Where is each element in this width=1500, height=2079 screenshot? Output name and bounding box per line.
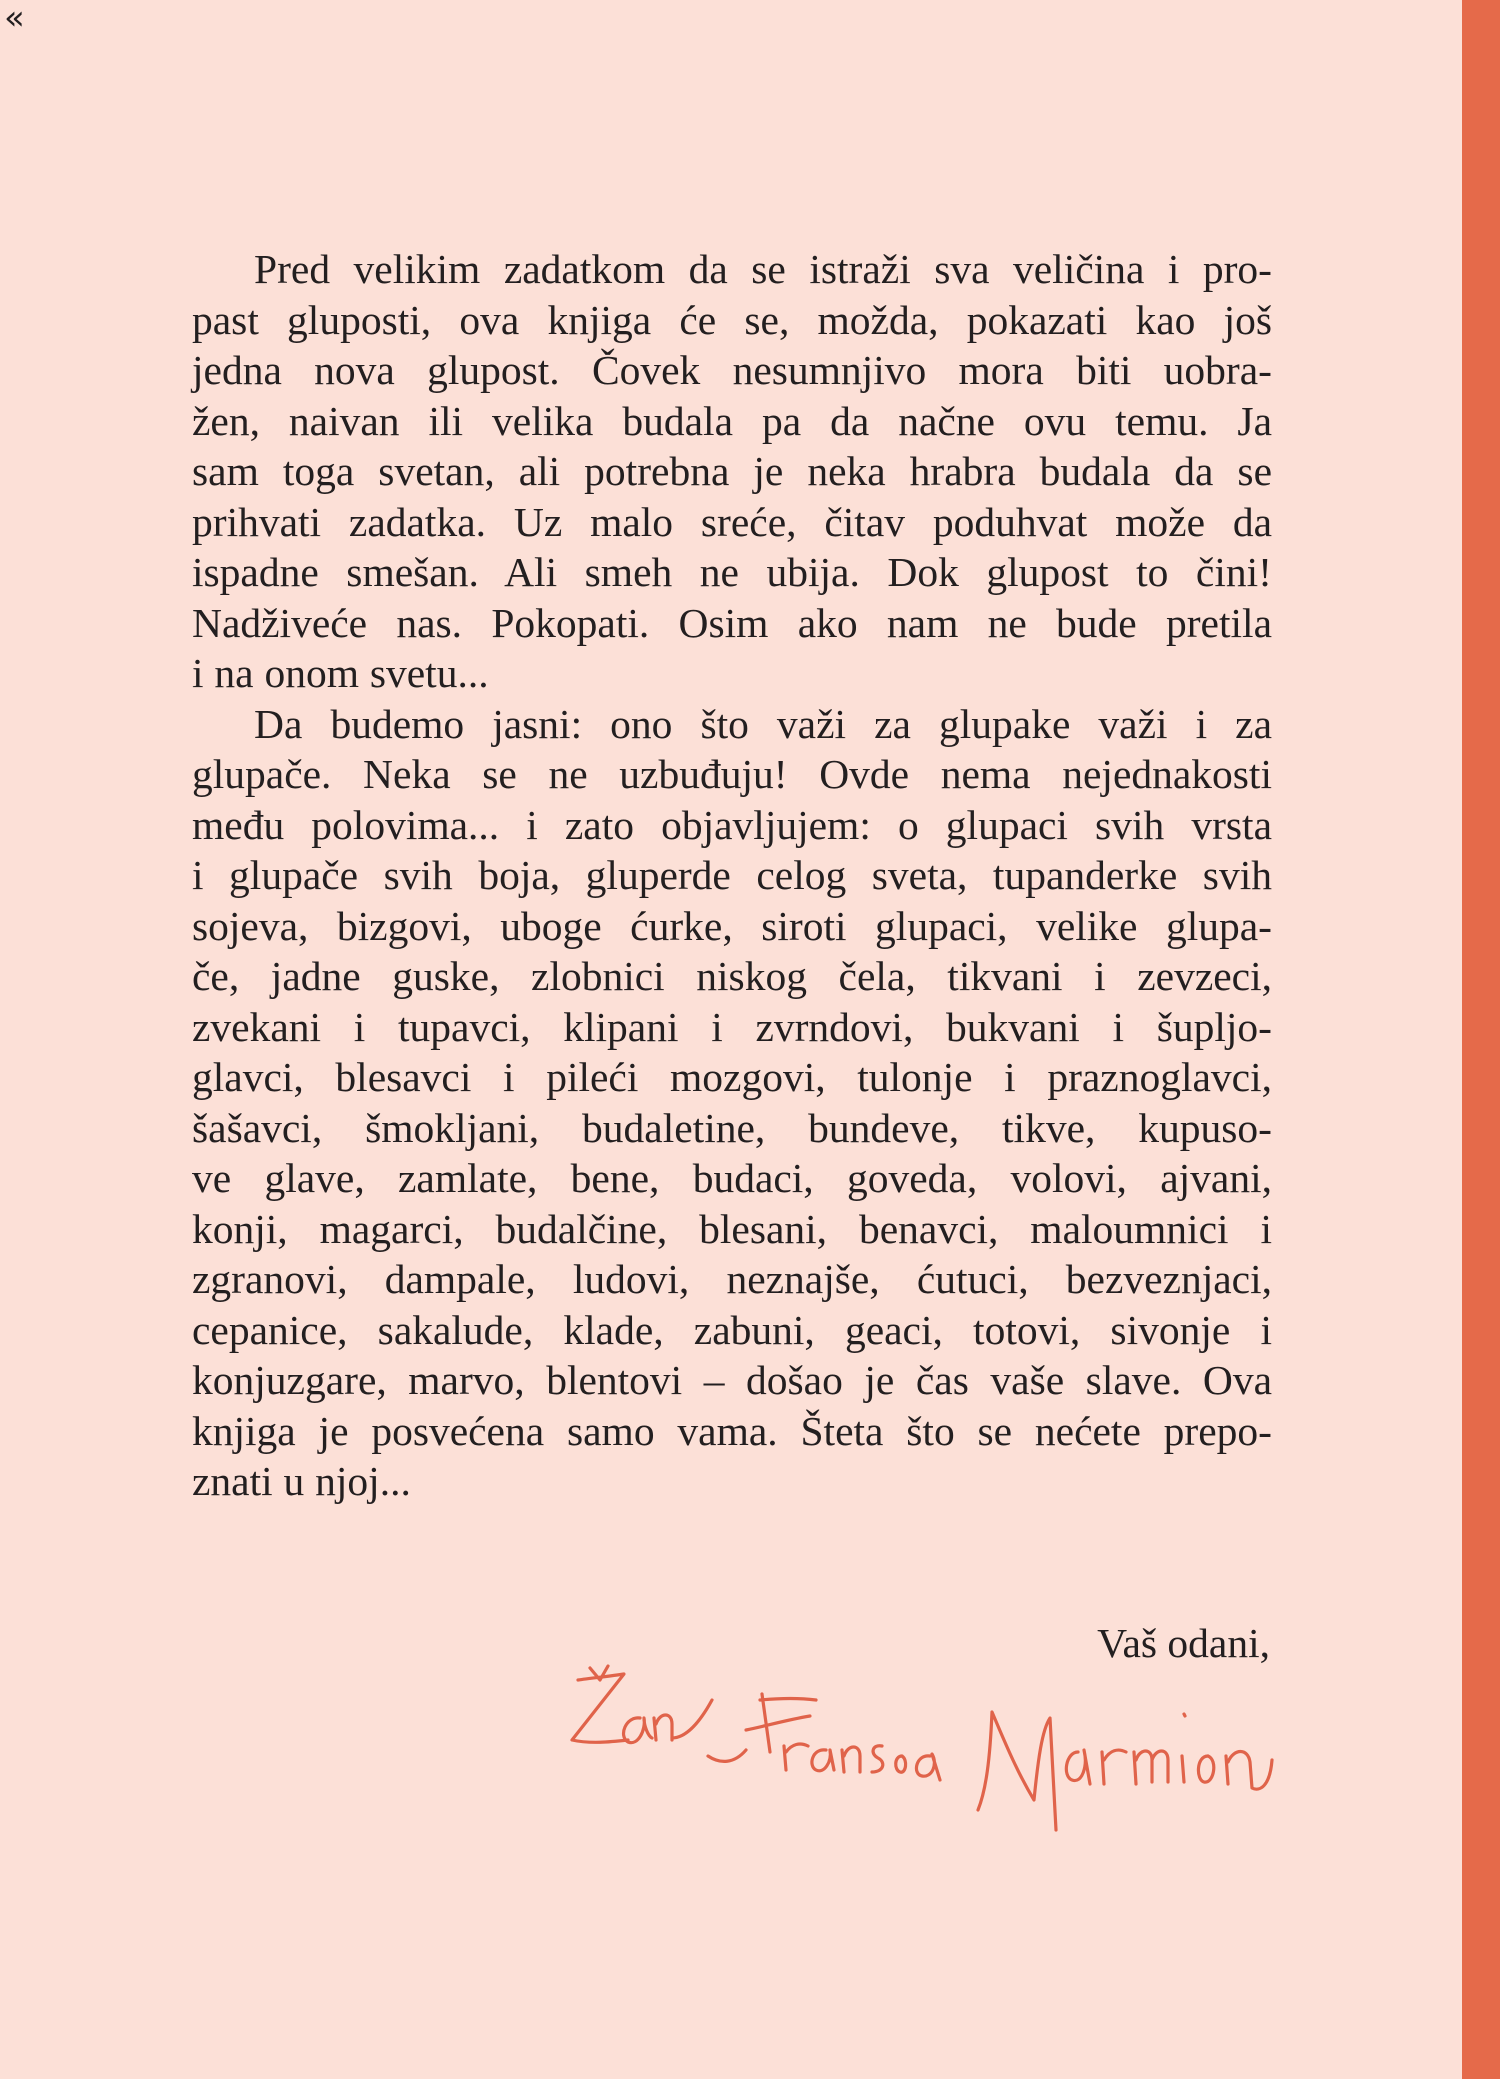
text-line: sojeva, bizgovi, uboge ćurke, siroti glupaci, velike glupa- [192,902,1272,949]
accent-side-bar [1462,0,1500,2079]
text-line: glavci, blesavci i pileći mozgovi, tulonje i praznoglavci, [192,1054,1272,1100]
text-line: ve glave, zamlate, bene, budaci, goveda, volovi, ajvani, [192,1155,1272,1201]
text-line: če, jadne guske, zlobnici niskog čela, tikvani i zevzeci, [192,953,1272,999]
text-line: šašavci, šmokljani, budaletine, bundeve, tikve, kupuso- [192,1104,1272,1151]
paragraph-2 [192,699,1272,1507]
signature-drawing-icon [560,1660,1320,1820]
text-line: knjiga je posvećena samo vama. Šteta što se nećete prepo- [192,1407,1272,1454]
text-line: ispadne smešan. Ali smeh ne ubija. Dok glupost to čini! [192,549,1272,595]
text-line: Da budemo jasni: ono što važi za glupake važi i za [254,700,1272,747]
text-line: jedna nova glupost. Čovek nesumnjivo mora biti uobra- [192,347,1272,393]
text-line: sam toga svetan, ali potrebna je neka hrabra budala da se [192,448,1272,494]
text-line: Pred velikim zadatkom da se istraži sva veličina i pro- [254,246,1272,292]
text-line: i glupače svih boja, gluperde celog sveta, tupanderke svih [192,852,1272,898]
text-line: glupače. Neka se ne uzbuđuju! Ovde nema nejednakosti [192,751,1272,797]
text-line: zgranovi, dampale, ludovi, neznajše, ćutuci, bezveznjaci, [192,1256,1272,1302]
back-nav-icon[interactable]: « [4,0,25,38]
text-line: konji, magarci, budalčine, blesani, benavci, maloumnici i [192,1205,1272,1252]
text-line: past gluposti, ova knjiga će se, možda, pokazati kao još [192,296,1272,343]
text-line: cepanice, sakalude, klade, zabuni, geaci, totovi, sivonje i [192,1306,1272,1353]
text-line: među polovima... i zato objavljujem: o glupaci svih vrsta [192,801,1272,848]
text-line: zvekani i tupavci, klipani i zvrndovi, bukvani i šuplјo- [192,1003,1272,1050]
text-line: konjuzgare, marvo, blentovi – došao je čas vaše slave. Ova [192,1357,1272,1403]
paragraph-1 [192,244,1272,699]
body-text [192,244,1272,1507]
closing-salutation: Vaš odani, [1097,1620,1270,1666]
text-line: prihvati zadatka. Uz malo sreće, čitav poduhvat može da [192,498,1272,545]
text-line: Nadživeće nas. Pokopati. Osim ako nam ne bude pretila [192,599,1272,646]
signature [560,1660,1320,1820]
text-line: i na onom svetu... [192,650,489,696]
text-line: znati u njoj... [192,1458,411,1504]
text-line: žen, naivan ili velika budala pa da načne ovu temu. Ja [192,397,1272,444]
